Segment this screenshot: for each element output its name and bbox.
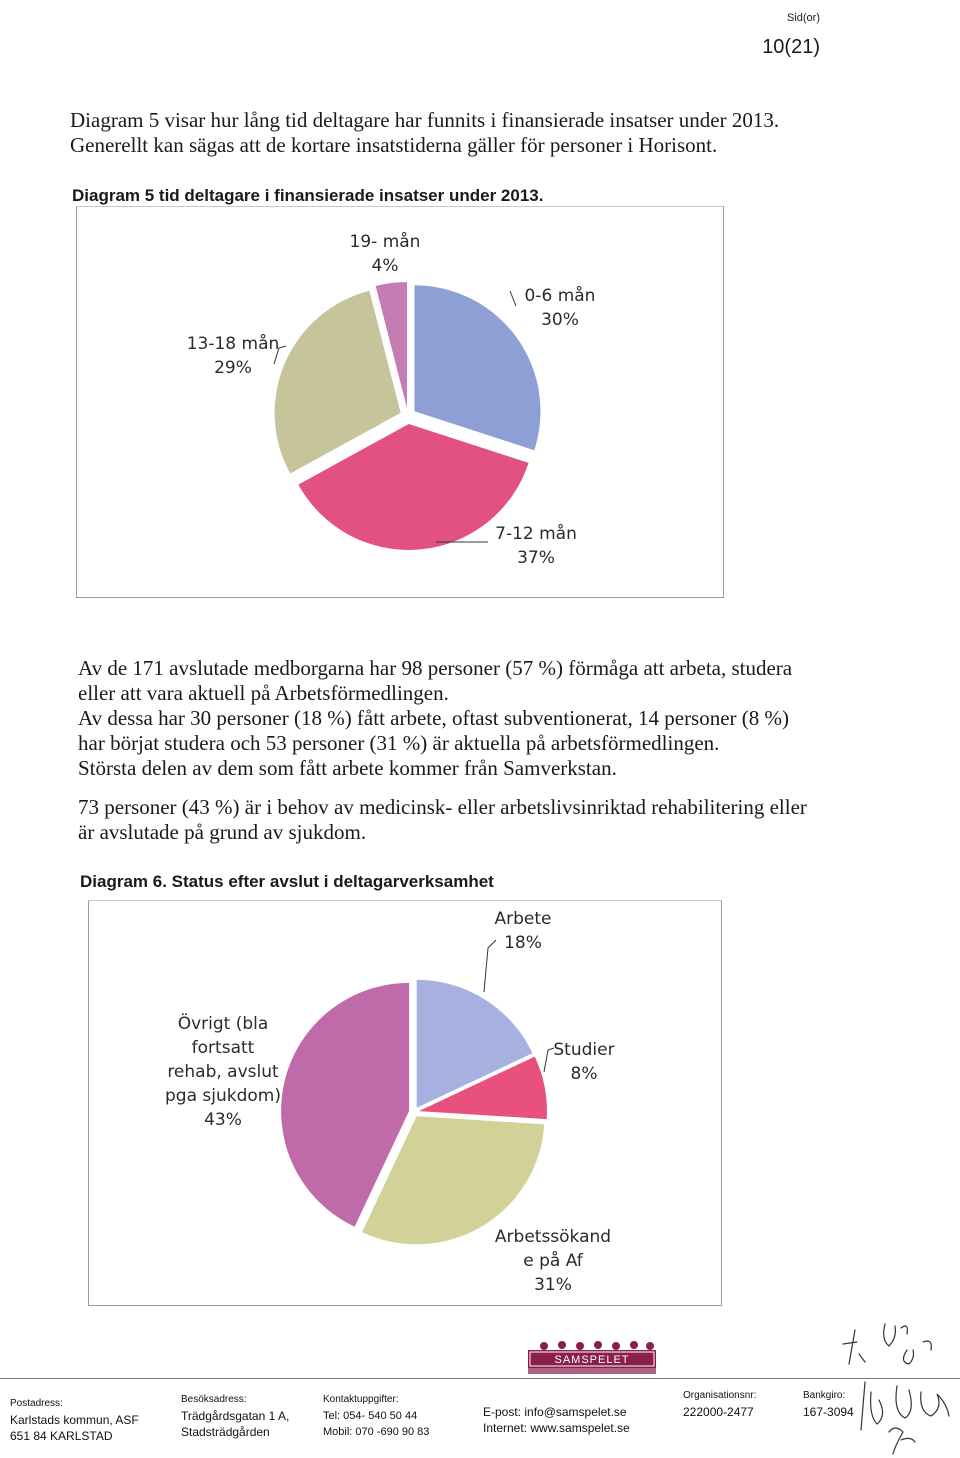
footer-besoksadress [181,1392,321,1440]
diagram6-caption: Diagram 6. Status efter avslut i deltagarverksamhet [80,872,494,891]
body-line: eller att vara aktuell på Arbetsförmedlingen. [78,681,449,705]
diagram6-label-line: fortsatt [191,1038,255,1058]
footer-line-text: Stadsträdgården [181,1425,270,1439]
intro-paragraph [70,108,890,158]
body-line: är avslutade på grund av sjukdom. [78,820,367,844]
diagram5-label-pct: 4% [371,256,399,276]
footer-email: E-post: info@samspelet.se [483,1405,627,1419]
footer-divider [0,1378,960,1379]
diagram5-label-pct: 37% [517,548,555,568]
diagram5-label-name: 13-18 mån [186,334,280,354]
diagram6-label-line: 8% [570,1064,598,1084]
diagram6-label-line: Arbetssökand [494,1227,612,1247]
footer-heading: Kontaktuppgifter: [323,1394,399,1405]
diagram6-label-line: e på Af [523,1251,583,1271]
body-line: har börjat studera och 53 personer (31 %) är aktuella på arbetsförmedlingen. [78,731,720,755]
samspelet-logo [528,1340,656,1376]
footer-heading: Bankgiro: [803,1390,846,1401]
footer-line-text: 651 84 KARLSTAD [10,1429,113,1443]
footer-line-text: Tel: 054- 540 50 44 [323,1410,418,1422]
footer-line-text: Karlstads kommun, ASF [10,1413,139,1427]
diagram5-label-name: 7-12 mån [495,524,577,544]
diagram5-label-7-12 [486,522,586,570]
footer-heading: Besöksadress: [181,1394,247,1405]
diagram5-label-name: 19- mån [349,232,421,252]
footer-website: Internet: www.samspelet.se [483,1421,630,1435]
diagram5-label-name: 0-6 mån [524,286,596,306]
footer-line-text: 167-3094 [803,1405,854,1419]
footer-line-text: 222000-2477 [683,1405,754,1419]
body-line: Största delen av dem som fått arbete kommer från Samverkstan. [78,756,617,780]
diagram6-label-line: Studier [553,1040,615,1060]
diagram6-label-line: 31% [534,1275,572,1295]
footer-postadress [10,1396,175,1444]
diagram5-label-13-18 [180,332,286,380]
footer-line-text: Trädgårdsgatan 1 A, [181,1409,290,1423]
body-line: Av dessa har 30 personer (18 %) fått arbete, oftast subventionerat, 14 personer (8 %) [78,706,790,730]
diagram6-label-line: Arbete [494,909,552,929]
diagram5-caption: Diagram 5 tid deltagare i finansierade insatser under 2013. [72,186,544,205]
footer-kontakt [323,1392,473,1440]
diagram6-label-line: 18% [504,933,542,953]
body-line: 73 personer (43 %) är i behov av medicinsk- eller arbetslivsinriktad rehabilitering eller [78,795,807,819]
diagram6-label-line: 43% [204,1110,242,1130]
intro-line: Generellt kan sägas att de kortare insatstiderna gäller för personer i Horisont. [70,133,718,157]
body-paragraph-1 [78,656,898,781]
diagram6-label-studier [548,1038,620,1086]
footer-epost [483,1404,663,1436]
diagram5-label-0-6 [510,284,610,332]
diagram6-label-line: rehab, avslut [167,1062,279,1082]
diagram6-label-line: Övrigt (bla [177,1014,269,1034]
handwritten-signature [835,1320,955,1455]
footer-organisation [683,1388,793,1420]
page-label: Sid(or) [786,12,820,24]
diagram6-label-ovrigt [160,1012,286,1132]
footer-heading: Postadress: [10,1398,63,1409]
page-number: 10(21) [762,36,820,58]
body-paragraph-2 [78,795,898,845]
footer-heading: Organisationsnr: [683,1390,757,1401]
footer-line-text: Mobil: 070 -690 90 83 [323,1426,430,1438]
diagram5-label-pct: 29% [214,358,252,378]
diagram5-label-19 [330,230,440,278]
diagram5-label-pct: 30% [541,310,579,330]
body-line: Av de 171 avslutade medborgarna har 98 personer (57 %) förmåga att arbeta, studera [78,656,793,680]
logo-text: SAMSPELET [554,1354,630,1366]
diagram6-label-arbete [478,907,568,955]
diagram6-label-arbetssokande [490,1225,616,1297]
intro-line: Diagram 5 visar hur lång tid deltagare har funnits i finansierade insatser under 2013. [70,108,780,132]
diagram6-label-line: pga sjukdom) [165,1086,281,1106]
